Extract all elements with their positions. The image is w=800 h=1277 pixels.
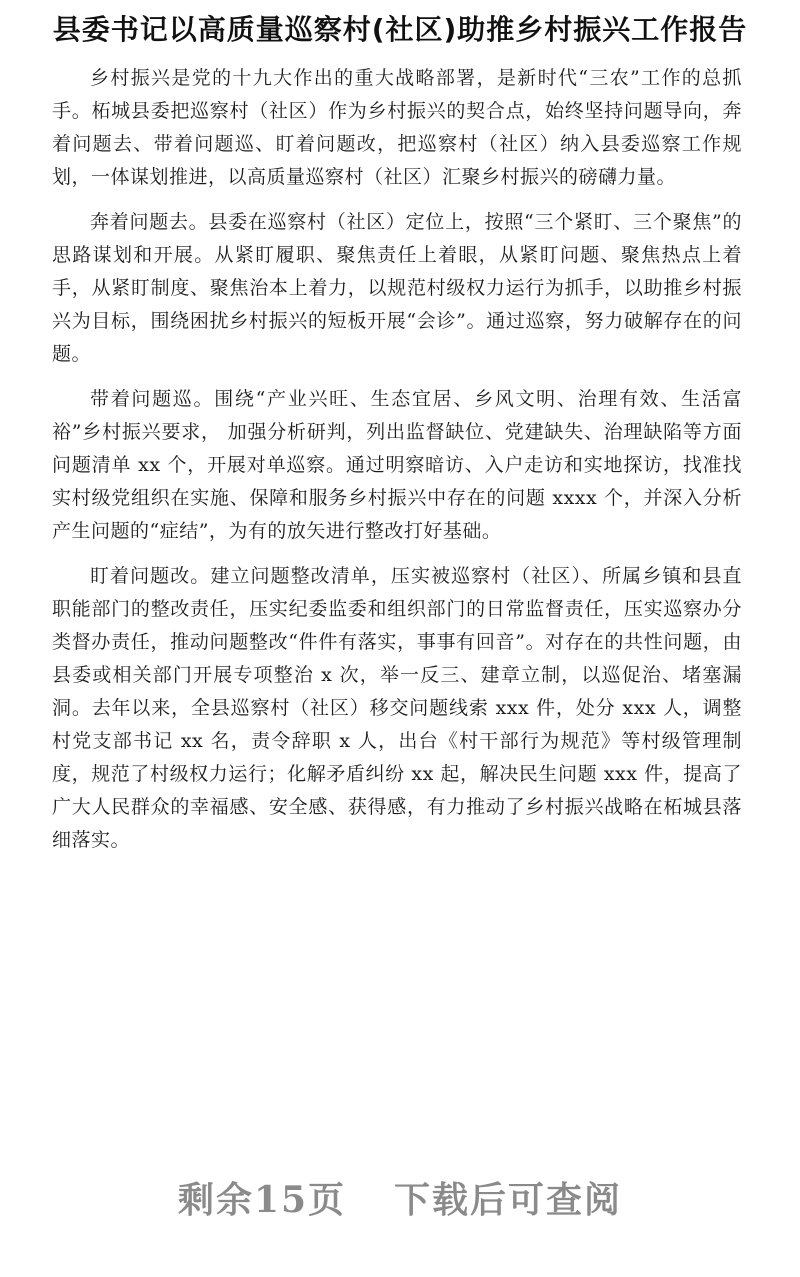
paragraph-intro: 乡村振兴是党的十九大作出的重大战略部署，是新时代“三农”工作的总抓手。柘城县委把巡察村（社区）作为乡村振兴的契合点，始终坚持问题导向，奔着问题去、带着问题巡、盯着问题改，把巡察村（社区）纳入县委巡察工作规划，一体谋划推进，以高质量巡察村（社区）汇聚乡村振兴的磅礴力量。	[52, 67, 742, 188]
paragraph-go-to-problems: 奔着问题去。县委在巡察村（社区）定位上，按照“三个紧盯、三个聚焦”的思路谋划和开展。从紧盯履职、聚焦责任上着眼，从紧盯问题、聚焦热点上着手，从紧盯制度、聚焦治本上着力，以规范村级权力运行为抓手，以助推乡村振兴为目标，围绕困扰乡村振兴的短板开展“会诊”。通过巡察，努力破解存在的问题。	[52, 211, 742, 365]
paragraph-fix-problems: 盯着问题改。建立问题整改清单，压实被巡察村（社区）、所属乡镇和县直职能部门的整改责任，压实纪委监委和组织部门的日常监督责任，压实巡察办分类督办责任，推动问题整改“件件有落实，事事有回音”。对存在的共性问题，由县委或相关部门开展专项整治 x 次，举一反三、建章立制，以巡促治、堵塞漏洞。去年以来，全县巡察村（社区）移交问题线索 xxx 件，处分 xxx 人，调整村党支部书记 xx 名，责令辞职 x 人，出台《村干部行为规范》等村级管理制度，规范了村级权力运行；化解矛盾纠纷 xx 起，解决民生问题 xxx 件，提高了广大人民群众的幸福感、安全感、获得感，有力推动了乡村振兴战略在柘城县落细落实。	[52, 565, 742, 851]
document-title: 县委书记以高质量巡察村(社区)助推乡村振兴工作报告	[52, 13, 748, 46]
download-hint-label: 下载后可查阅	[394, 1179, 623, 1221]
document-body	[52, 62, 742, 869]
download-footer[interactable]	[0, 1172, 800, 1223]
remaining-pages-label: 剩余15页	[177, 1179, 347, 1221]
paragraph-inspect-with-problems: 带着问题巡。围绕“产业兴旺、生态宜居、乡风文明、治理有效、生活富裕”乡村振兴要求， 加强分析研判，列出监督缺位、党建缺失、治理缺陷等方面问题清单 xx 个，开展对单巡察。通过明察暗访、入户走访和实地探访，找准找实村级党组织在实施、保障和服务乡村振兴中存在的问题 xxxx 个，并深入分析产生问题的“症结”，为有的放矢进行整改打好基础。	[52, 388, 742, 542]
